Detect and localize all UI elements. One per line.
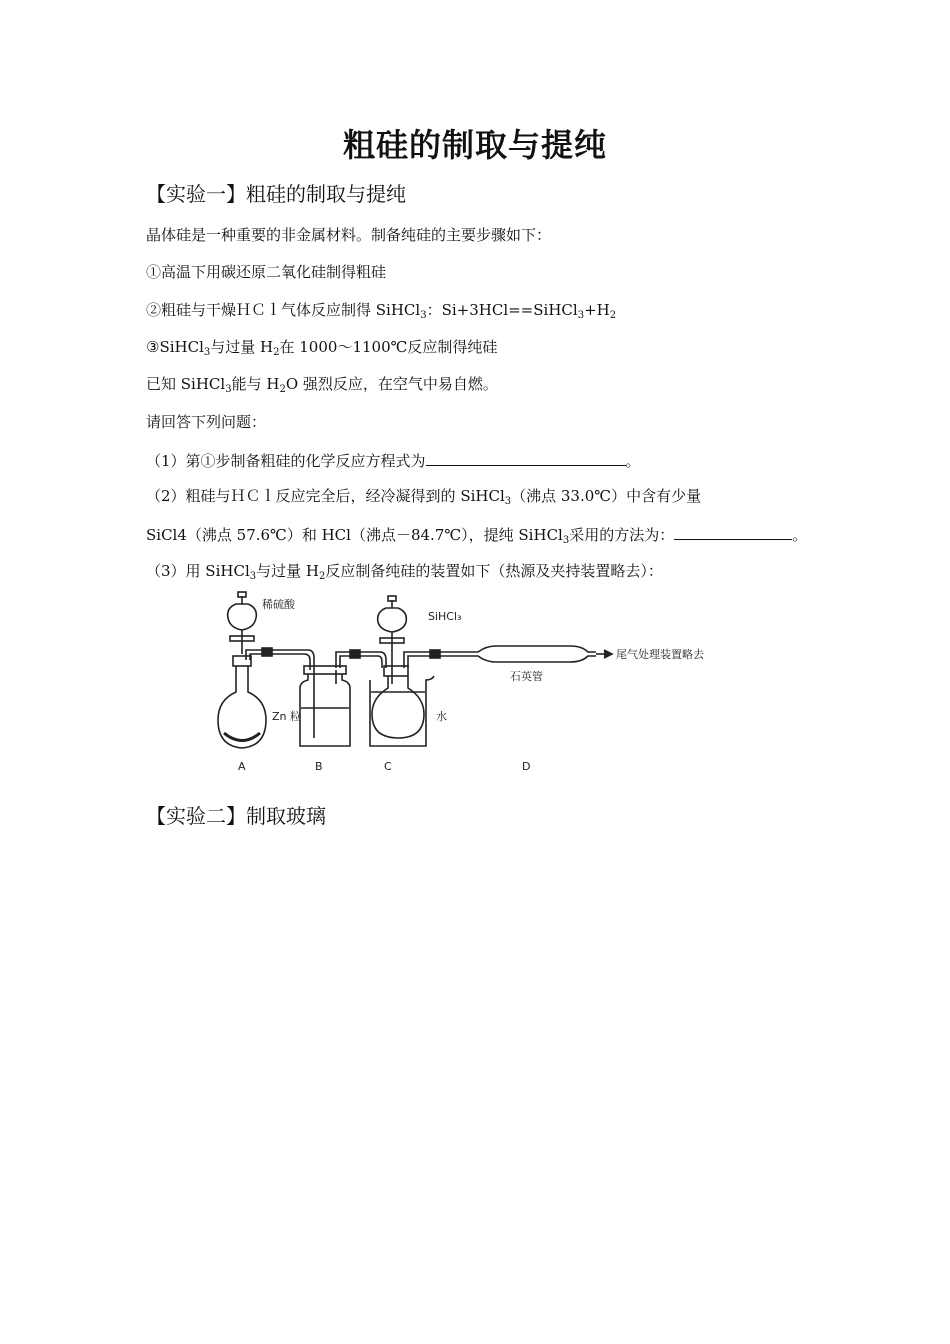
page-title: 粗硅的制取与提纯 (342, 126, 607, 164)
step-2-text: ②粗硅与干燥ＨＣｌ气体反应制得 SiHCl$_3$：$Si+3HCl==SiHCl_3+H_2$ (146, 301, 617, 321)
bottle-b (300, 674, 350, 746)
zn-label: Zn 粒 (272, 710, 302, 723)
apparatus-diagram (200, 588, 740, 778)
answer-blank-1[interactable] (426, 449, 626, 466)
water-label: 水 (436, 710, 447, 723)
answer-blank-2[interactable] (674, 523, 792, 540)
known-fact-text: 已知 SiHCl$_3$能与 $H_2O$ 强烈反应，在空气中易自燃。 (146, 375, 498, 395)
step-1-text: ①高温下用碳还原二氧化硅制得粗硅 (146, 263, 387, 281)
tail-gas-label: 尾气处理装置略去 (616, 648, 704, 661)
quartz-label: 石英管 (510, 670, 543, 683)
question-1: （1）第①步制备粗硅的化学反应方程式为 。 (146, 449, 641, 471)
acid-label: 稀硫酸 (262, 598, 295, 611)
flask-c (372, 676, 424, 738)
quartz-tube (470, 646, 596, 652)
label-d: D (522, 760, 531, 773)
label-b: B (315, 760, 323, 773)
step-3-text: ③SiHCl$_3$与过量 $H_2$在 1000～1100℃反应制得纯硅 (146, 338, 498, 358)
label-a: A (238, 760, 246, 773)
question-2-line-1: （2）粗硅与ＨＣｌ反应完全后，经冷凝得到的 SiHCl$_3$（沸点 33.0℃）中含有少量 (146, 487, 702, 507)
funnel-c (378, 608, 407, 632)
section-heading-experiment-2: 【实验二】制取玻璃 (146, 804, 326, 828)
question-prompt: 请回答下列问题： (146, 413, 267, 431)
question-3: （3）用 SiHCl$_3$与过量 $H_2$反应制备纯硅的装置如下（热源及夹持装置略去）： (146, 562, 663, 582)
label-c: C (384, 760, 392, 773)
section-heading-experiment-1: 【实验一】粗硅的制取与提纯 (146, 182, 406, 206)
question-2-line-2: SiCl4（沸点 57.6℃）和 HCl（沸点－84.7℃），提纯 SiHCl$_3$采用的方法为： 。 (146, 523, 807, 545)
funnel-a (228, 604, 257, 630)
sihcl3-label: SiHCl₃ (428, 610, 462, 623)
intro-text: 晶体硅是一种重要的非金属材料。制备纯硅的主要步骤如下： (146, 226, 552, 244)
